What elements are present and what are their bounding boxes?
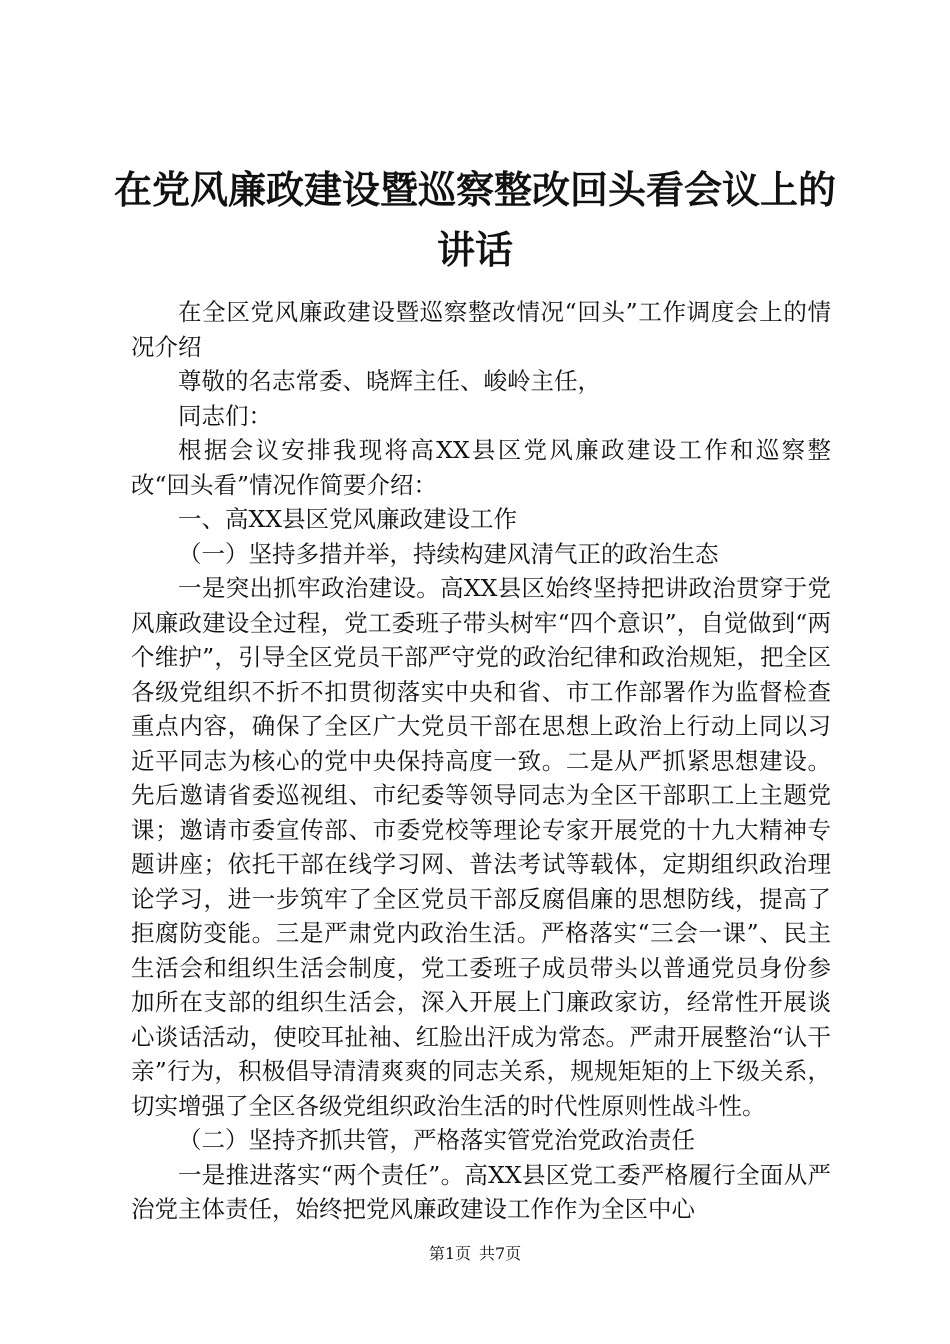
- page-number: 第1页: [428, 1244, 471, 1263]
- paragraph-body: 一是推进落实“两个责任”。高XX县区党工委严格履行全面从严治党主体责任，始终把党风廉政建设工作作为全区中心: [131, 1160, 831, 1223]
- paragraph-subtitle: 在全区党风廉政建设暨巡察整改情况“回头”工作调度会上的情况介绍: [131, 298, 831, 361]
- document-body: [131, 295, 831, 1227]
- paragraph-body: 一是突出抓牢政治建设。高XX县区始终坚持把讲政治贯穿于党风廉政建设全过程，党工委班子带头树牢“四个意识”，自觉做到“两个维护”，引导全区党员干部严守党的政治纪律和政治规矩，把全区各级党组织不折不扣贯彻落实中央和省、市工作部署作为监督检查重点内容，确保了全区广大党员干部在思想上政治上行动上同以习近平同志为核心的党中央保持高度一致。二是从严抓紧思想建设。先后邀请省委巡视组、市纪委等领导同志为全区干部职工上主题党课；邀请市委宣传部、市委党校等理论专家开展党的十九大精神专题讲座；依托干部在线学习网、普法考试等载体，定期组织政治理论学习，进一步筑牢了全区党员干部反腐倡廉的思想防线，提高了拒腐防变能。三是严肃党内政治生活。严格落实“三会一课”、民主生活会和组织生活会制度，党工委班子成员带头以普通党员身份参加所在支部的组织生活会，深入开展上门廉政家访，经常性开展谈心谈话活动，使咬耳扯袖、红脸出汗成为常态。严肃开展整治“认干亲”行为，积极倡导清清爽爽的同志关系，规规矩矩的上下级关系，切实增强了全区各级党组织政治生活的时代性原则性战斗性。: [131, 574, 831, 1120]
- paragraph-salutation: 尊敬的名志常委、晓辉主任、峻岭主任，: [178, 367, 601, 395]
- subsection-heading: （一）坚持多措并举，持续构建风清气正的政治生态: [178, 539, 719, 568]
- page-footer: [0, 1244, 950, 1264]
- page-total: 共7页: [479, 1244, 522, 1263]
- document-title: 在党风廉政建设暨巡察整改回头看会议上的讲话: [113, 167, 836, 272]
- subsection-heading: （二）坚持齐抓共管，严格落实管党治党政治责任: [178, 1126, 695, 1154]
- section-heading: 一、高XX县区党风廉政建设工作: [178, 505, 517, 533]
- paragraph-greeting: 同志们：: [178, 401, 272, 430]
- paragraph-intro: 根据会议安排我现将高XX县区党风廉政建设工作和巡察整改“回头看”情况作简要介绍：: [131, 436, 831, 499]
